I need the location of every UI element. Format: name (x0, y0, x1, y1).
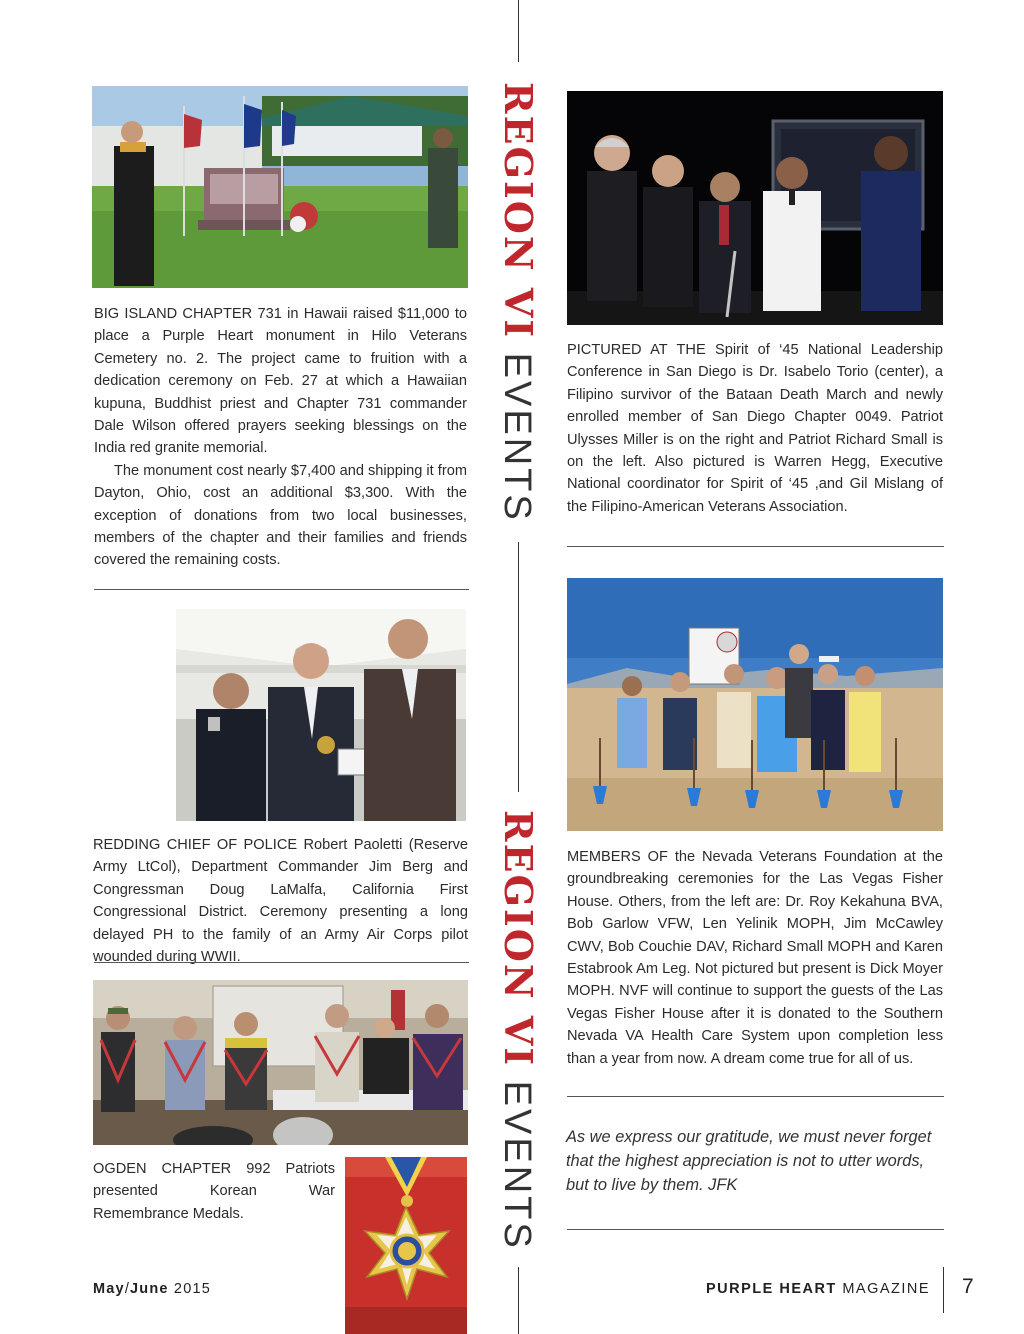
issue-month-1: May (93, 1281, 125, 1297)
nevada-text: MEMBERS OF the Nevada Veterans Foundation at the groundbreaking ceremonies for the Las Vegas Fisher House. Others, from the left are: Dr. Roy Kekahuna BVA, Bob Garlow VFW, Len Yelinik MOPH, Jim McCawley CWV, Bob Couchie DAV, Richard Small MOPH and Karen Estabrook Am Leg. Not pictured but present is Dick Moyer MOPH. NVF will continue to support the guests of the Las Vegas Fisher House after it is donated to the Southern Nevada VA Health Care System upon completion less than a year from now. A dream come true for all of us. (567, 849, 943, 1067)
center-divider-top (518, 0, 519, 62)
big-island-paragraph-1: BIG ISLAND CHAPTER 731 in Hawaii raised $11,000 to place a Purple Heart monument in Hilo Veterans Cemetery no. 2. The project came to fruition with a dedication ceremony on Feb. 27 at which a Hawaiian kupuna, Buddhist priest and Chapter 731 commander Dale Wilson offered prayers seeking blessings on the India red granite memorial. (94, 306, 467, 457)
groundbreaking-photo (567, 578, 943, 831)
photo-medal-icon (345, 1157, 467, 1334)
issue-separator: / (124, 1281, 131, 1297)
nevada-caption (567, 846, 943, 1070)
ogden-text: OGDEN CHAPTER 992 Patriots presented Korean War Remembrance Medals. (93, 1161, 335, 1222)
photo-redding-icon (176, 609, 466, 821)
section-heading-light: EVENTS (496, 339, 538, 523)
big-island-paragraph-2: The monument cost nearly $7,400 and shipping it from Dayton, Ohio, cost an additional $3,300. With the exception of donations from two local businesses, members of the chapter and their families and friends covered the remaining costs. (94, 462, 467, 569)
ogden-photo (93, 980, 468, 1145)
redding-photo (176, 609, 466, 821)
monument-photo (92, 86, 468, 288)
section-heading-lower (496, 810, 541, 1251)
section-heading-light-2: EVENTS (496, 1067, 538, 1251)
center-divider-middle (518, 542, 519, 792)
photo-conference-icon (567, 91, 943, 325)
issue-month-2: June (130, 1281, 169, 1297)
redding-caption (93, 834, 468, 968)
conference-photo (567, 91, 943, 325)
jfk-quote: As we express our gratitude, we must never forget that the highest appreciation is not to utter words, but to live by them. JFK (566, 1128, 932, 1194)
magazine-name (706, 1281, 930, 1297)
section-heading-strong-2: REGION VI (496, 810, 541, 1068)
magazine-name-bold: PURPLE HEART (706, 1281, 837, 1297)
san-diego-caption (567, 339, 943, 518)
rule-right-2 (567, 1096, 944, 1097)
ogden-caption (93, 1158, 335, 1225)
issue-date (93, 1281, 211, 1297)
medal-photo (345, 1157, 467, 1334)
magazine-name-light: MAGAZINE (836, 1281, 931, 1297)
san-diego-text: PICTURED AT THE Spirit of ‘45 National Leadership Conference in San Diego is Dr. Isabelo Torio (center), a Filipino survivor of the Bataan Death March and newly enrolled member of San Diego Chapter 0049. Patriot Ulysses Miller is on the right and Patriot Richard Small is on the left. Also pictured is Warren Hegg, Executive National coordinator for Spirit of ‘45 ,and Gil Mislang of the Filipino-American Veterans Association. (567, 342, 943, 515)
section-heading-strong: REGION VI (496, 82, 541, 340)
photo-ogden-icon (93, 980, 468, 1145)
rule-right-1 (567, 546, 944, 547)
redding-text: REDDING CHIEF OF POLICE Robert Paoletti (Reserve Army LtCol), Department Commander Jim Berg and Congressman Doug LaMalfa, California First Congressional District. Ceremony presenting a long delayed PH to the family of an Army Air Corps pilot wounded during WWII. (93, 837, 468, 966)
center-divider-bottom (518, 1267, 519, 1334)
page-number: 7 (962, 1275, 974, 1298)
photo-monument-icon (92, 86, 468, 288)
rule-right-3 (567, 1229, 944, 1230)
photo-groundbreaking-icon (567, 578, 943, 831)
issue-year: 2015 (168, 1281, 211, 1297)
big-island-caption (94, 303, 467, 572)
rule-left-1 (94, 589, 469, 590)
footer-divider (943, 1267, 944, 1313)
section-heading-upper (496, 82, 541, 523)
rule-left-2 (94, 962, 469, 963)
